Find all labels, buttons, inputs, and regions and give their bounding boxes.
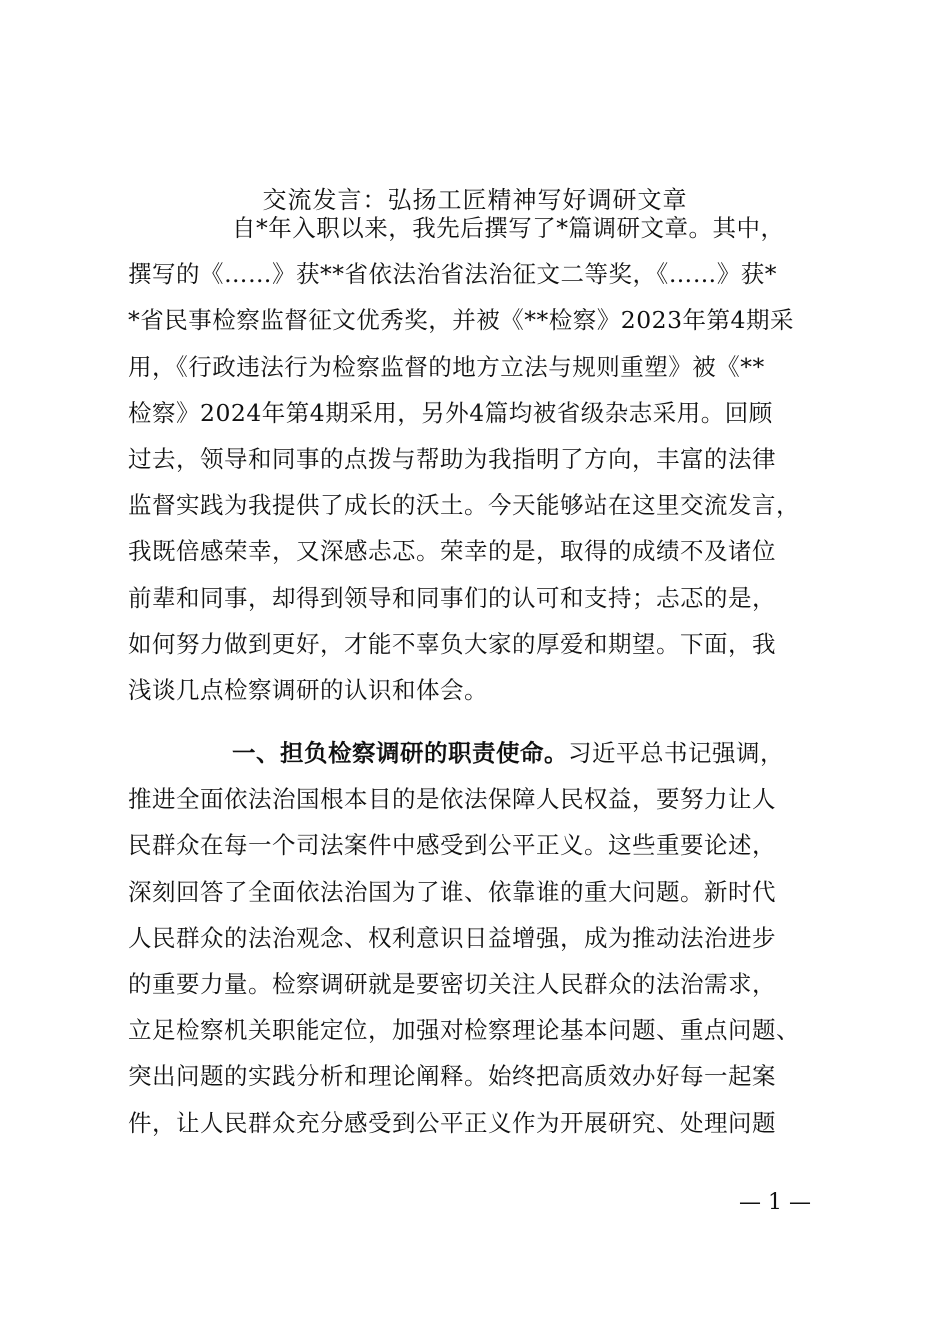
- text-line: 人民群众的法治观念、权利意识日益增强，成为推动法治进步: [128, 923, 776, 952]
- text-line: 推进全面依法治国根本目的是依法保障人民权益，要努力让人: [128, 785, 776, 814]
- paragraph-section-1: [128, 730, 828, 1146]
- text-line: 监督实践为我提供了成长的沃土。今天能够站在这里交流发言，: [128, 491, 800, 520]
- text-line: 前辈和同事，却得到领导和同事们的认可和支持；忐忑的是，: [128, 583, 776, 612]
- section-heading: 一、担负检察调研的职责使命。: [232, 739, 568, 767]
- text-line: 件，让人民群众充分感受到公平正义作为开展研究、处理问题: [128, 1108, 776, 1137]
- text-line: 我既倍感荣幸，又深感忐忑。荣幸的是，取得的成绩不及诸位: [128, 537, 776, 566]
- paragraph-intro: [128, 205, 828, 713]
- document-title: 交流发言：弘扬工匠精神写好调研文章: [262, 186, 688, 214]
- text-line: 民群众在每一个司法案件中感受到公平正义。这些重要论述，: [128, 831, 776, 860]
- text-line: 如何努力做到更好，才能不辜负大家的厚爱和期望。下面，我: [128, 629, 776, 658]
- text-line: 的重要力量。检察调研就是要密切关注人民群众的法治需求，: [128, 969, 776, 998]
- text-line: 自*年入职以来，我先后撰写了*篇调研文章。其中，: [232, 214, 785, 242]
- text-line: 深刻回答了全面依法治国为了谁、依靠谁的重大问题。新时代: [128, 877, 776, 906]
- section-first-line: [128, 730, 828, 776]
- text-line: 用，《行政违法行为检察监督的地方立法与规则重塑》被《**: [128, 352, 765, 381]
- text-line: 立足检察机关职能定位，加强对检察理论基本问题、重点问题、: [128, 1016, 800, 1045]
- text-line: 过去，领导和同事的点拨与帮助为我指明了方向，丰富的法律: [128, 444, 776, 473]
- text-line: *省民事检察监督征文优秀奖，并被《**检察》2023年第4期采: [128, 306, 795, 335]
- page-number: — 1 —: [739, 1190, 811, 1215]
- text-line: 浅谈几点检察调研的认识和体会。: [128, 675, 488, 704]
- text-line: 突出问题的实践分析和理论阐释。始终把高质效办好每一起案: [128, 1062, 776, 1091]
- text-line: 检察》2024年第4期采用，另外4篇均被省级杂志采用。回顾: [128, 398, 773, 427]
- section-heading-continuation: 习近平总书记强调，: [568, 739, 784, 767]
- text-line: 撰写的《……》获**省依法治省法治征文二等奖，《……》获*: [128, 260, 777, 289]
